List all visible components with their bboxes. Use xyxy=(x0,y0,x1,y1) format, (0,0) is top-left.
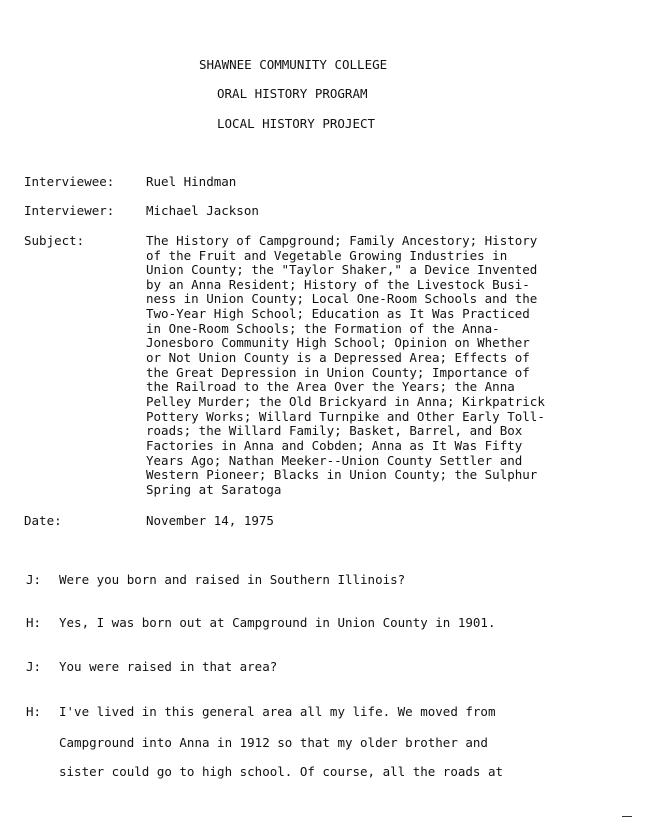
subject-line: ness in Union County; Local One-Room Schools and the xyxy=(146,291,538,306)
project-name: LOCAL HISTORY PROJECT xyxy=(217,116,376,131)
subject-line: or Not Union County is a Depressed Area; Effects of xyxy=(146,350,530,365)
subject-line: Two-Year High School; Education as It Was Practiced xyxy=(146,306,530,321)
speaker-label: H: xyxy=(26,615,42,630)
subject-line: The History of Campground; Family Ancestory; History xyxy=(146,233,538,248)
interviewer-name: Michael Jackson xyxy=(146,203,259,218)
subject-line: Jonesboro Community High School; Opinion on Whether xyxy=(146,335,530,350)
transcript-line: Campground into Anna in 1912 so that my older brother and xyxy=(59,735,488,750)
interviewee-name: Ruel Hindman xyxy=(146,174,237,189)
subject-line: by an Anna Resident; History of the Livestock Busi- xyxy=(146,277,530,292)
transcript-line: Yes, I was born out at Campground in Union County in 1901. xyxy=(59,615,496,630)
subject-line: Pottery Works; Willard Turnpike and Other Early Toll- xyxy=(146,409,545,424)
speaker-label: J: xyxy=(26,572,42,587)
subject-line: Union County; the "Taylor Shaker," a Device Invented xyxy=(146,262,538,277)
interview-date: November 14, 1975 xyxy=(146,513,274,528)
program-name: ORAL HISTORY PROGRAM xyxy=(217,86,368,101)
subject-line: the Great Depression in Union County; Importance of xyxy=(146,365,530,380)
transcript-line: You were raised in that area? xyxy=(59,659,278,674)
subject-line: the Railroad to the Area Over the Years; the Anna xyxy=(146,379,515,394)
subject-line: of the Fruit and Vegetable Growing Industries in xyxy=(146,248,508,263)
subject-line: Years Ago; Nathan Meeker--Union County Settler and xyxy=(146,453,523,468)
transcript-line: sister could go to high school. Of course, all the roads at xyxy=(59,764,504,779)
date-label: Date: xyxy=(24,513,62,528)
transcript-line: Were you born and raised in Southern Illinois? xyxy=(59,572,406,587)
transcript-line: I've lived in this general area all my life. We moved from xyxy=(59,704,496,719)
interviewee-label: Interviewee: xyxy=(24,174,115,189)
subject-line: in One-Room Schools; the Formation of the Anna- xyxy=(146,321,500,336)
subject-line: Western Pioneer; Blacks in Union County; the Sulphur xyxy=(146,467,538,482)
subject-label: Subject: xyxy=(24,233,85,248)
speaker-label: J: xyxy=(26,659,42,674)
interviewer-label: Interviewer: xyxy=(24,203,115,218)
subject-line: roads; the Willard Family; Basket, Barrel, and Box xyxy=(146,423,523,438)
college-name: SHAWNEE COMMUNITY COLLEGE xyxy=(199,57,388,72)
subject-line: Pelley Murder; the Old Brickyard in Anna; Kirkpatrick xyxy=(146,394,545,409)
page-edge-mark xyxy=(622,816,632,817)
subject-line: Spring at Saratoga xyxy=(146,482,282,497)
subject-line: Factories in Anna and Cobden; Anna as It Was Fifty xyxy=(146,438,523,453)
speaker-label: H: xyxy=(26,704,42,719)
